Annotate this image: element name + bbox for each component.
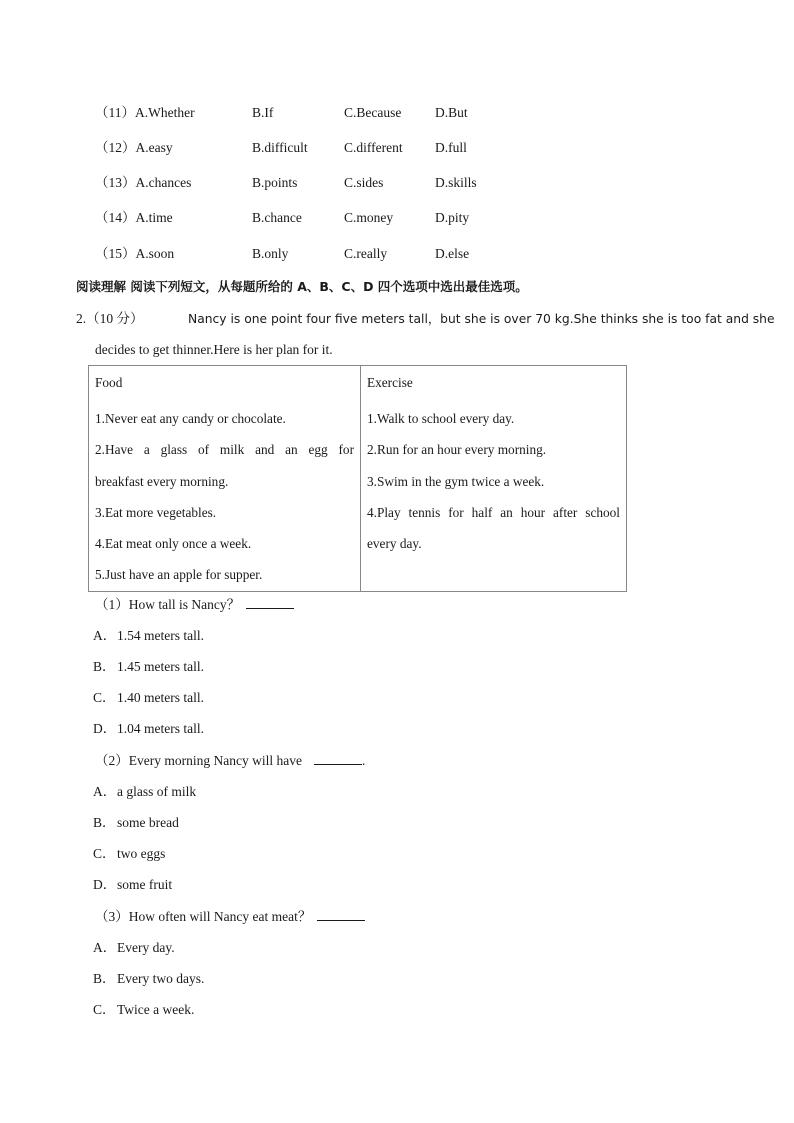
exercise-item: 3.Swim in the gym twice a week. bbox=[367, 473, 545, 489]
subquestion-3 bbox=[95, 907, 365, 926]
answer-option bbox=[93, 1001, 194, 1019]
answer-option bbox=[93, 658, 204, 676]
answer-label: C． bbox=[93, 1002, 116, 1017]
option-d: D.skills bbox=[435, 175, 477, 190]
answer-label: A． bbox=[93, 940, 117, 955]
subquestion-text: （3）How often will Nancy eat meat？ bbox=[95, 909, 312, 924]
food-item: 1.Never eat any candy or chocolate. bbox=[95, 411, 286, 426]
answer-text: a glass of milk bbox=[117, 784, 197, 799]
answer-option bbox=[93, 845, 165, 863]
option-d: D.But bbox=[435, 105, 468, 120]
answer-label: C． bbox=[93, 690, 116, 705]
answer-option bbox=[93, 970, 204, 988]
answer-text: some bread bbox=[117, 815, 179, 830]
option-b: B.difficult bbox=[252, 140, 308, 155]
option-b: B.points bbox=[252, 175, 298, 190]
answer-text: two eggs bbox=[117, 846, 166, 861]
answer-option bbox=[93, 689, 204, 707]
food-item: 5.Just have an apple for supper. bbox=[95, 567, 263, 583]
answer-label: C． bbox=[93, 846, 116, 861]
food-item: 3.Eat more vegetables. bbox=[95, 504, 217, 520]
answer-text: some fruit bbox=[117, 877, 173, 892]
answer-text: 1.40 meters tall. bbox=[117, 690, 204, 705]
exercise-item: 2.Run for an hour every morning. bbox=[367, 442, 547, 458]
subquestion-suffix: . bbox=[361, 753, 366, 768]
option-a: （14）A.time bbox=[95, 210, 173, 225]
subquestion-text: （2）Every morning Nancy will have bbox=[95, 753, 302, 768]
answer-option bbox=[93, 720, 204, 738]
food-item: 4.Eat meat only once a week. bbox=[95, 536, 252, 552]
answer-option bbox=[93, 783, 196, 801]
subquestion-2 bbox=[95, 751, 365, 770]
answer-text: Twice a week. bbox=[117, 1002, 195, 1017]
plan-table bbox=[88, 365, 627, 592]
exercise-header: Exercise bbox=[367, 375, 413, 390]
food-item: 2.Have a glass of milk and an egg for bbox=[95, 442, 354, 458]
answer-text: 1.04 meters tall. bbox=[117, 721, 204, 736]
option-a: （11）A.Whether bbox=[95, 105, 195, 120]
option-c: C.sides bbox=[344, 175, 384, 190]
exercise-column bbox=[361, 366, 627, 592]
answer-label: A． bbox=[93, 784, 117, 799]
food-header: Food bbox=[95, 375, 123, 390]
option-d: D.else bbox=[435, 246, 470, 261]
subquestion-text: （1）How tall is Nancy？ bbox=[95, 597, 241, 612]
question-number: 2.（10 分） bbox=[76, 311, 144, 326]
food-item: breakfast every morning. bbox=[95, 473, 229, 489]
option-b: B.only bbox=[252, 246, 289, 261]
option-d: D.full bbox=[435, 140, 467, 155]
exercise-item: 4.Play tennis for half an hour after school bbox=[367, 504, 620, 520]
answer-label: A． bbox=[93, 628, 117, 643]
option-c: C.different bbox=[344, 140, 403, 155]
answer-blank bbox=[314, 751, 362, 765]
answer-label: D． bbox=[93, 877, 117, 892]
option-a: （13）A.chances bbox=[95, 175, 192, 190]
option-c: C.money bbox=[344, 210, 394, 225]
answer-blank bbox=[246, 595, 294, 609]
answer-label: B． bbox=[93, 971, 116, 986]
answer-label: B． bbox=[93, 659, 116, 674]
answer-text: 1.45 meters tall. bbox=[117, 659, 204, 674]
answer-text: Every day. bbox=[117, 940, 175, 955]
subquestion-1 bbox=[95, 595, 294, 614]
answer-label: B． bbox=[93, 815, 116, 830]
answer-text: 1.54 meters tall. bbox=[117, 628, 204, 643]
answer-text: Every two days. bbox=[117, 971, 205, 986]
option-b: B.If bbox=[252, 105, 274, 120]
option-a: （12）A.easy bbox=[95, 140, 173, 155]
answer-option bbox=[93, 876, 172, 894]
passage-line-1: Nancy is one point four five meters tall，but she is over 70 kg.She thinks she is too fat and she bbox=[188, 312, 775, 326]
answer-option bbox=[93, 939, 175, 957]
option-c: C.Because bbox=[344, 105, 402, 120]
option-b: B.chance bbox=[252, 210, 302, 225]
answer-option bbox=[93, 627, 204, 645]
passage-line-2: decides to get thinner.Here is her plan for it. bbox=[95, 342, 333, 357]
food-column bbox=[89, 366, 361, 592]
option-d: D.pity bbox=[435, 210, 470, 225]
exercise-item: 1.Walk to school every day. bbox=[367, 411, 515, 426]
section-instruction: 阅读理解 阅读下列短文，从每题所给的 A、B、C、D 四个选项中选出最佳选项。 bbox=[76, 279, 528, 294]
option-a: （15）A.soon bbox=[95, 246, 175, 261]
answer-option bbox=[93, 814, 179, 832]
option-c: C.really bbox=[344, 246, 388, 261]
exercise-item: every day. bbox=[367, 536, 422, 552]
answer-blank bbox=[317, 907, 365, 921]
answer-label: D． bbox=[93, 721, 117, 736]
